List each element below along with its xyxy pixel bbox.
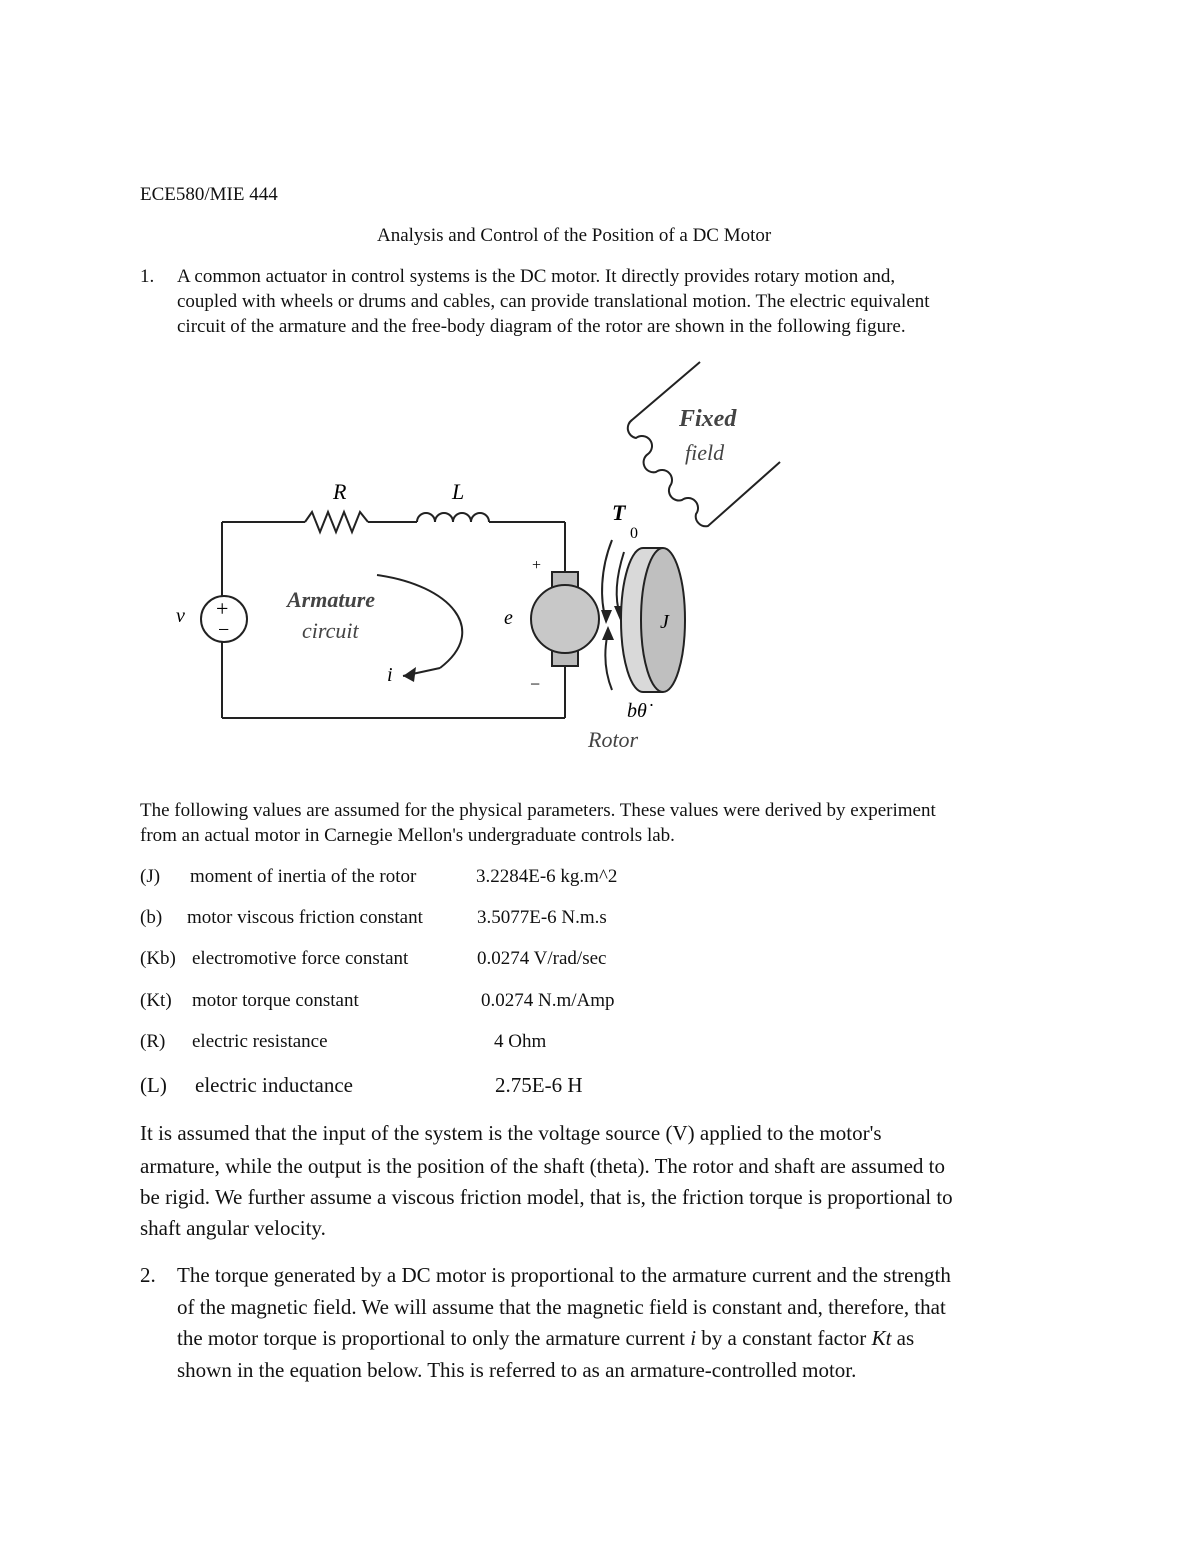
param-sym-Kt: (Kt): [140, 990, 172, 1011]
param-sym-L: (L): [140, 1073, 167, 1097]
label-friction-btheta: bθ̇: [627, 700, 647, 722]
params-intro-line2: from an actual motor in Carnegie Mellon's undergraduate controls lab.: [140, 825, 675, 846]
inductor: [417, 513, 489, 522]
param-sym-Kb: (Kb): [140, 948, 176, 969]
params-intro-line1: The following values are assumed for the physical parameters. These values were derived by experiment: [140, 800, 936, 821]
label-source-minus: −: [218, 619, 230, 641]
param-desc-R: electric resistance: [192, 1031, 328, 1052]
item1-line1: A common actuator in control systems is the DC motor. It directly provides rotary motion and,: [177, 266, 896, 287]
item2-number: 2.: [140, 1263, 156, 1287]
param-value-Kb: 0.0274 V/rad/sec: [477, 948, 607, 969]
label-current-i: i: [387, 664, 393, 686]
item2-line2: of the magnetic field. We will assume that the magnetic field is constant and, therefore, that: [177, 1295, 946, 1319]
label-circuit: circuit: [302, 618, 359, 643]
item2-symbol-i: i: [690, 1326, 697, 1350]
param-value-b: 3.5077E-6 N.m.s: [477, 907, 607, 928]
item2-line3-c: as: [891, 1326, 915, 1350]
resistor: [305, 512, 368, 532]
motor-body: [531, 585, 599, 653]
param-sym-R: (R): [140, 1031, 166, 1052]
param-desc-Kt: motor torque constant: [192, 990, 359, 1011]
item1-line3: circuit of the armature and the free-body diagram of the rotor are shown in the following figure.: [177, 316, 906, 337]
param-value-J: 3.2284E-6 kg.m^2: [476, 866, 618, 887]
assumption-line4: shaft angular velocity.: [140, 1216, 326, 1240]
label-resistor: R: [333, 479, 347, 504]
label-fixed: Fixed: [679, 406, 737, 432]
param-desc-L: electric inductance: [195, 1073, 353, 1097]
param-desc-Kb: electromotive force constant: [192, 948, 409, 969]
item2-line3-a: the motor torque is proportional to only the armature current: [177, 1326, 691, 1350]
label-torque-T: T: [612, 500, 626, 525]
param-sym-J: (J): [140, 866, 161, 887]
item1-line2: coupled with wheels or drums and cables, can provide translational motion. The electric equivalent: [177, 291, 930, 312]
param-sym-b: (b): [140, 907, 163, 928]
param-desc-J: moment of inertia of the rotor: [190, 866, 417, 887]
assumption-line1: It is assumed that the input of the system is the voltage source (V) applied to the motor's: [140, 1121, 882, 1145]
item2-line4: shown in the equation below. This is referred to as an armature-controlled motor.: [177, 1358, 857, 1382]
param-value-Kt: 0.0274 N.m/Amp: [481, 990, 615, 1011]
label-v: v: [176, 605, 185, 627]
label-source-plus: +: [216, 596, 229, 621]
param-desc-b: motor viscous friction constant: [187, 907, 423, 928]
label-emf-minus: −: [530, 674, 541, 694]
label-emf-e: e: [504, 607, 513, 629]
label-torque-subscript: 0: [630, 525, 638, 542]
label-inductor: L: [452, 479, 465, 504]
item1-number: 1.: [140, 266, 155, 287]
param-value-L: 2.75E-6 H: [495, 1073, 583, 1097]
item2-line3: [177, 1326, 914, 1351]
page-title: Analysis and Control of the Position of a DC Motor: [377, 225, 772, 246]
item2-symbol-kt: Kt: [871, 1326, 892, 1350]
param-value-R: 4 Ohm: [494, 1031, 547, 1052]
label-field: field: [685, 440, 725, 465]
item2-line3-b: by a constant factor: [696, 1326, 872, 1350]
label-rotor: Rotor: [588, 727, 639, 752]
label-inertia-J: J: [660, 611, 669, 633]
assumption-line2: armature, while the output is the position of the shaft (theta). The rotor and shaft are assumed to: [140, 1154, 945, 1178]
label-emf-plus: +: [532, 557, 542, 574]
assumption-line3: be rigid. We further assume a viscous friction model, that is, the friction torque is proportional to: [140, 1185, 953, 1209]
label-armature: Armature: [287, 587, 376, 612]
dc-motor-figure: [0, 350, 1200, 770]
item2-line1: The torque generated by a DC motor is proportional to the armature current and the strength: [177, 1263, 951, 1287]
course-code: ECE580/MIE 444: [140, 184, 278, 205]
